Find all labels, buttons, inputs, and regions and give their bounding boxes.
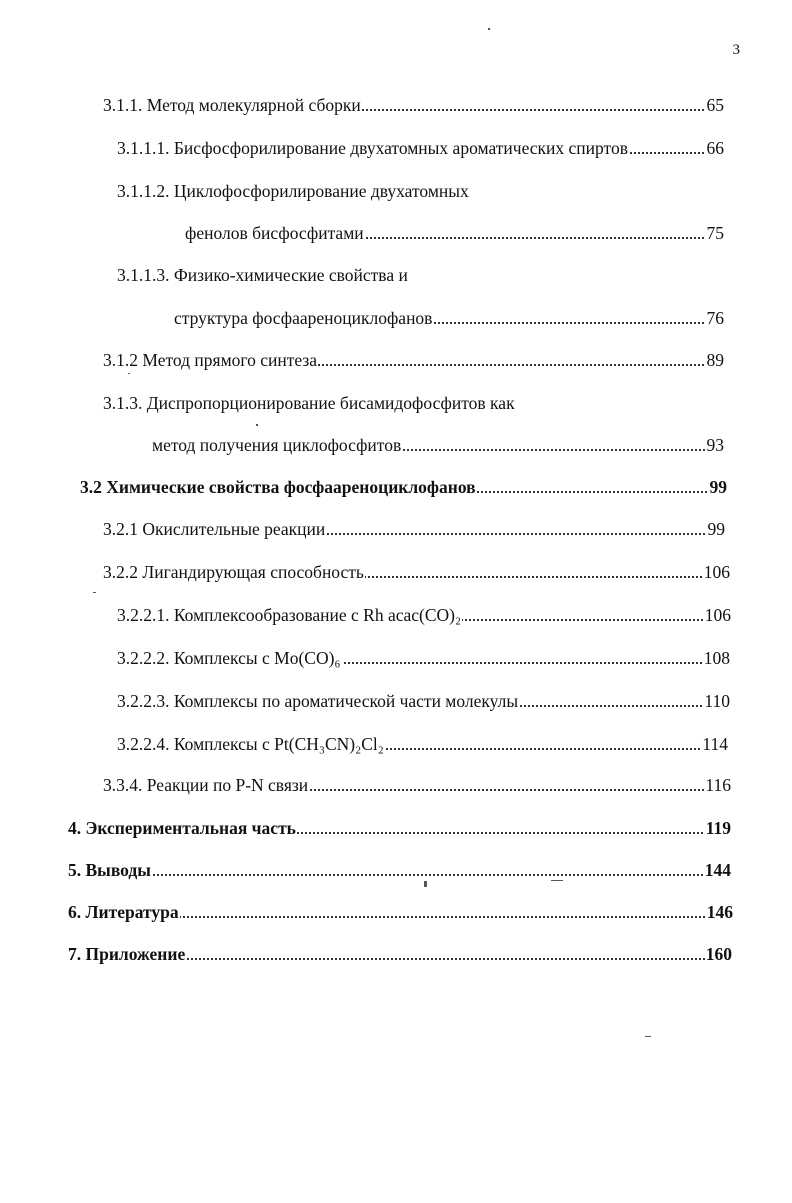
toc-entry xyxy=(117,688,730,714)
toc-entry-title: 3.2.2.2. Комплексы с Mo(CO)₆ xyxy=(117,645,342,671)
toc-entry-page: 65 xyxy=(706,92,725,118)
scan-speck xyxy=(645,1036,651,1037)
toc-entry-title: 3.1.2 Метод прямого синтеза xyxy=(103,347,318,373)
toc-entry-page: 106 xyxy=(704,602,731,628)
toc-entry xyxy=(185,220,724,246)
toc-entry-title: фенолов бисфосфитами xyxy=(185,220,365,246)
toc-entry xyxy=(68,941,732,967)
toc-entry-page: 144 xyxy=(704,857,731,883)
toc-entry-page: 75 xyxy=(706,220,725,246)
toc-entry-page: 76 xyxy=(706,305,725,331)
toc-entry xyxy=(68,899,733,925)
toc-entry-title: 3.2.1 Окислительные реакции xyxy=(103,516,326,542)
toc-entry-page: 116 xyxy=(704,772,731,798)
toc-entry xyxy=(117,645,730,671)
scan-speck xyxy=(488,28,490,30)
toc-entry-page: 160 xyxy=(705,941,732,967)
toc-entry-title: 3.1.1.1. Бисфосфорилирование двухатомных ароматических спиртов xyxy=(117,135,629,161)
toc-entry-title: 3.3.4. Реакции по P-N связи xyxy=(103,772,309,798)
toc-entry-page: 99 xyxy=(707,516,726,542)
scan-speck xyxy=(128,373,130,374)
toc-entry-page: 119 xyxy=(705,815,731,841)
toc-entry-title: 6. Литература xyxy=(68,899,180,925)
toc-entry xyxy=(68,857,731,883)
toc-entry-title: 3.2 Химические свойства фосфаареноциклофанов xyxy=(80,474,477,500)
toc-entry-title: 3.2.2.4. Комплексы с Pt(CH₃CN)₂Cl₂ xyxy=(117,731,385,757)
toc-entry-title-line1: 3.1.1.2. Циклофосфорилирование двухатомных xyxy=(117,181,469,201)
toc-entry-title: 3.2.2 Лигандирующая способность xyxy=(103,559,365,585)
toc-entry-title: метод получения циклофосфитов xyxy=(152,432,402,458)
toc-entry-page: 108 xyxy=(703,645,730,671)
toc-entry xyxy=(103,559,730,585)
toc-entry xyxy=(174,305,724,331)
toc-entry xyxy=(103,772,731,798)
toc-entry xyxy=(80,474,727,500)
toc-entry-title-line1: 3.1.1.3. Физико-химические свойства и xyxy=(117,265,408,285)
toc-entry-title: 5. Выводы xyxy=(68,857,152,883)
toc-entry xyxy=(117,731,728,757)
toc-entry-title-line1: 3.1.3. Диспропорционирование бисамидофосфитов как xyxy=(103,393,515,413)
toc-entry xyxy=(103,92,724,118)
toc-entry-title: структура фосфаареноциклофанов xyxy=(174,305,433,331)
toc-entry-page: 66 xyxy=(706,135,725,161)
toc-entry xyxy=(103,516,725,542)
toc-entry xyxy=(68,815,731,841)
toc-entry-title: 4. Экспериментальная часть xyxy=(68,815,297,841)
toc-entry-page: 106 xyxy=(703,559,730,585)
toc-entry-page: 110 xyxy=(703,688,730,714)
toc-entry-page: 114 xyxy=(701,731,728,757)
toc-entry xyxy=(117,135,724,161)
toc-entry-page: 146 xyxy=(706,899,733,925)
toc-entry-page: 99 xyxy=(709,474,728,500)
scan-speck xyxy=(93,592,96,593)
scan-speck xyxy=(424,881,427,887)
toc-entry-page: 93 xyxy=(706,432,725,458)
scan-speck xyxy=(551,880,563,881)
toc-entry-page: 89 xyxy=(706,347,725,373)
toc-entry-title: 3.2.2.1. Комплексообразование с Rh acac(CO)₂ xyxy=(117,602,462,628)
page-number: 3 xyxy=(732,42,740,58)
scan-speck xyxy=(256,424,258,426)
toc-entry-title: 3.1.1. Метод молекулярной сборки xyxy=(103,92,362,118)
toc-entry-title: 7. Приложение xyxy=(68,941,186,967)
toc-entry xyxy=(117,602,731,628)
toc-entry xyxy=(103,347,724,373)
toc-entry-title: 3.2.2.3. Комплексы по ароматической части молекулы xyxy=(117,688,519,714)
toc-entry xyxy=(152,432,724,458)
